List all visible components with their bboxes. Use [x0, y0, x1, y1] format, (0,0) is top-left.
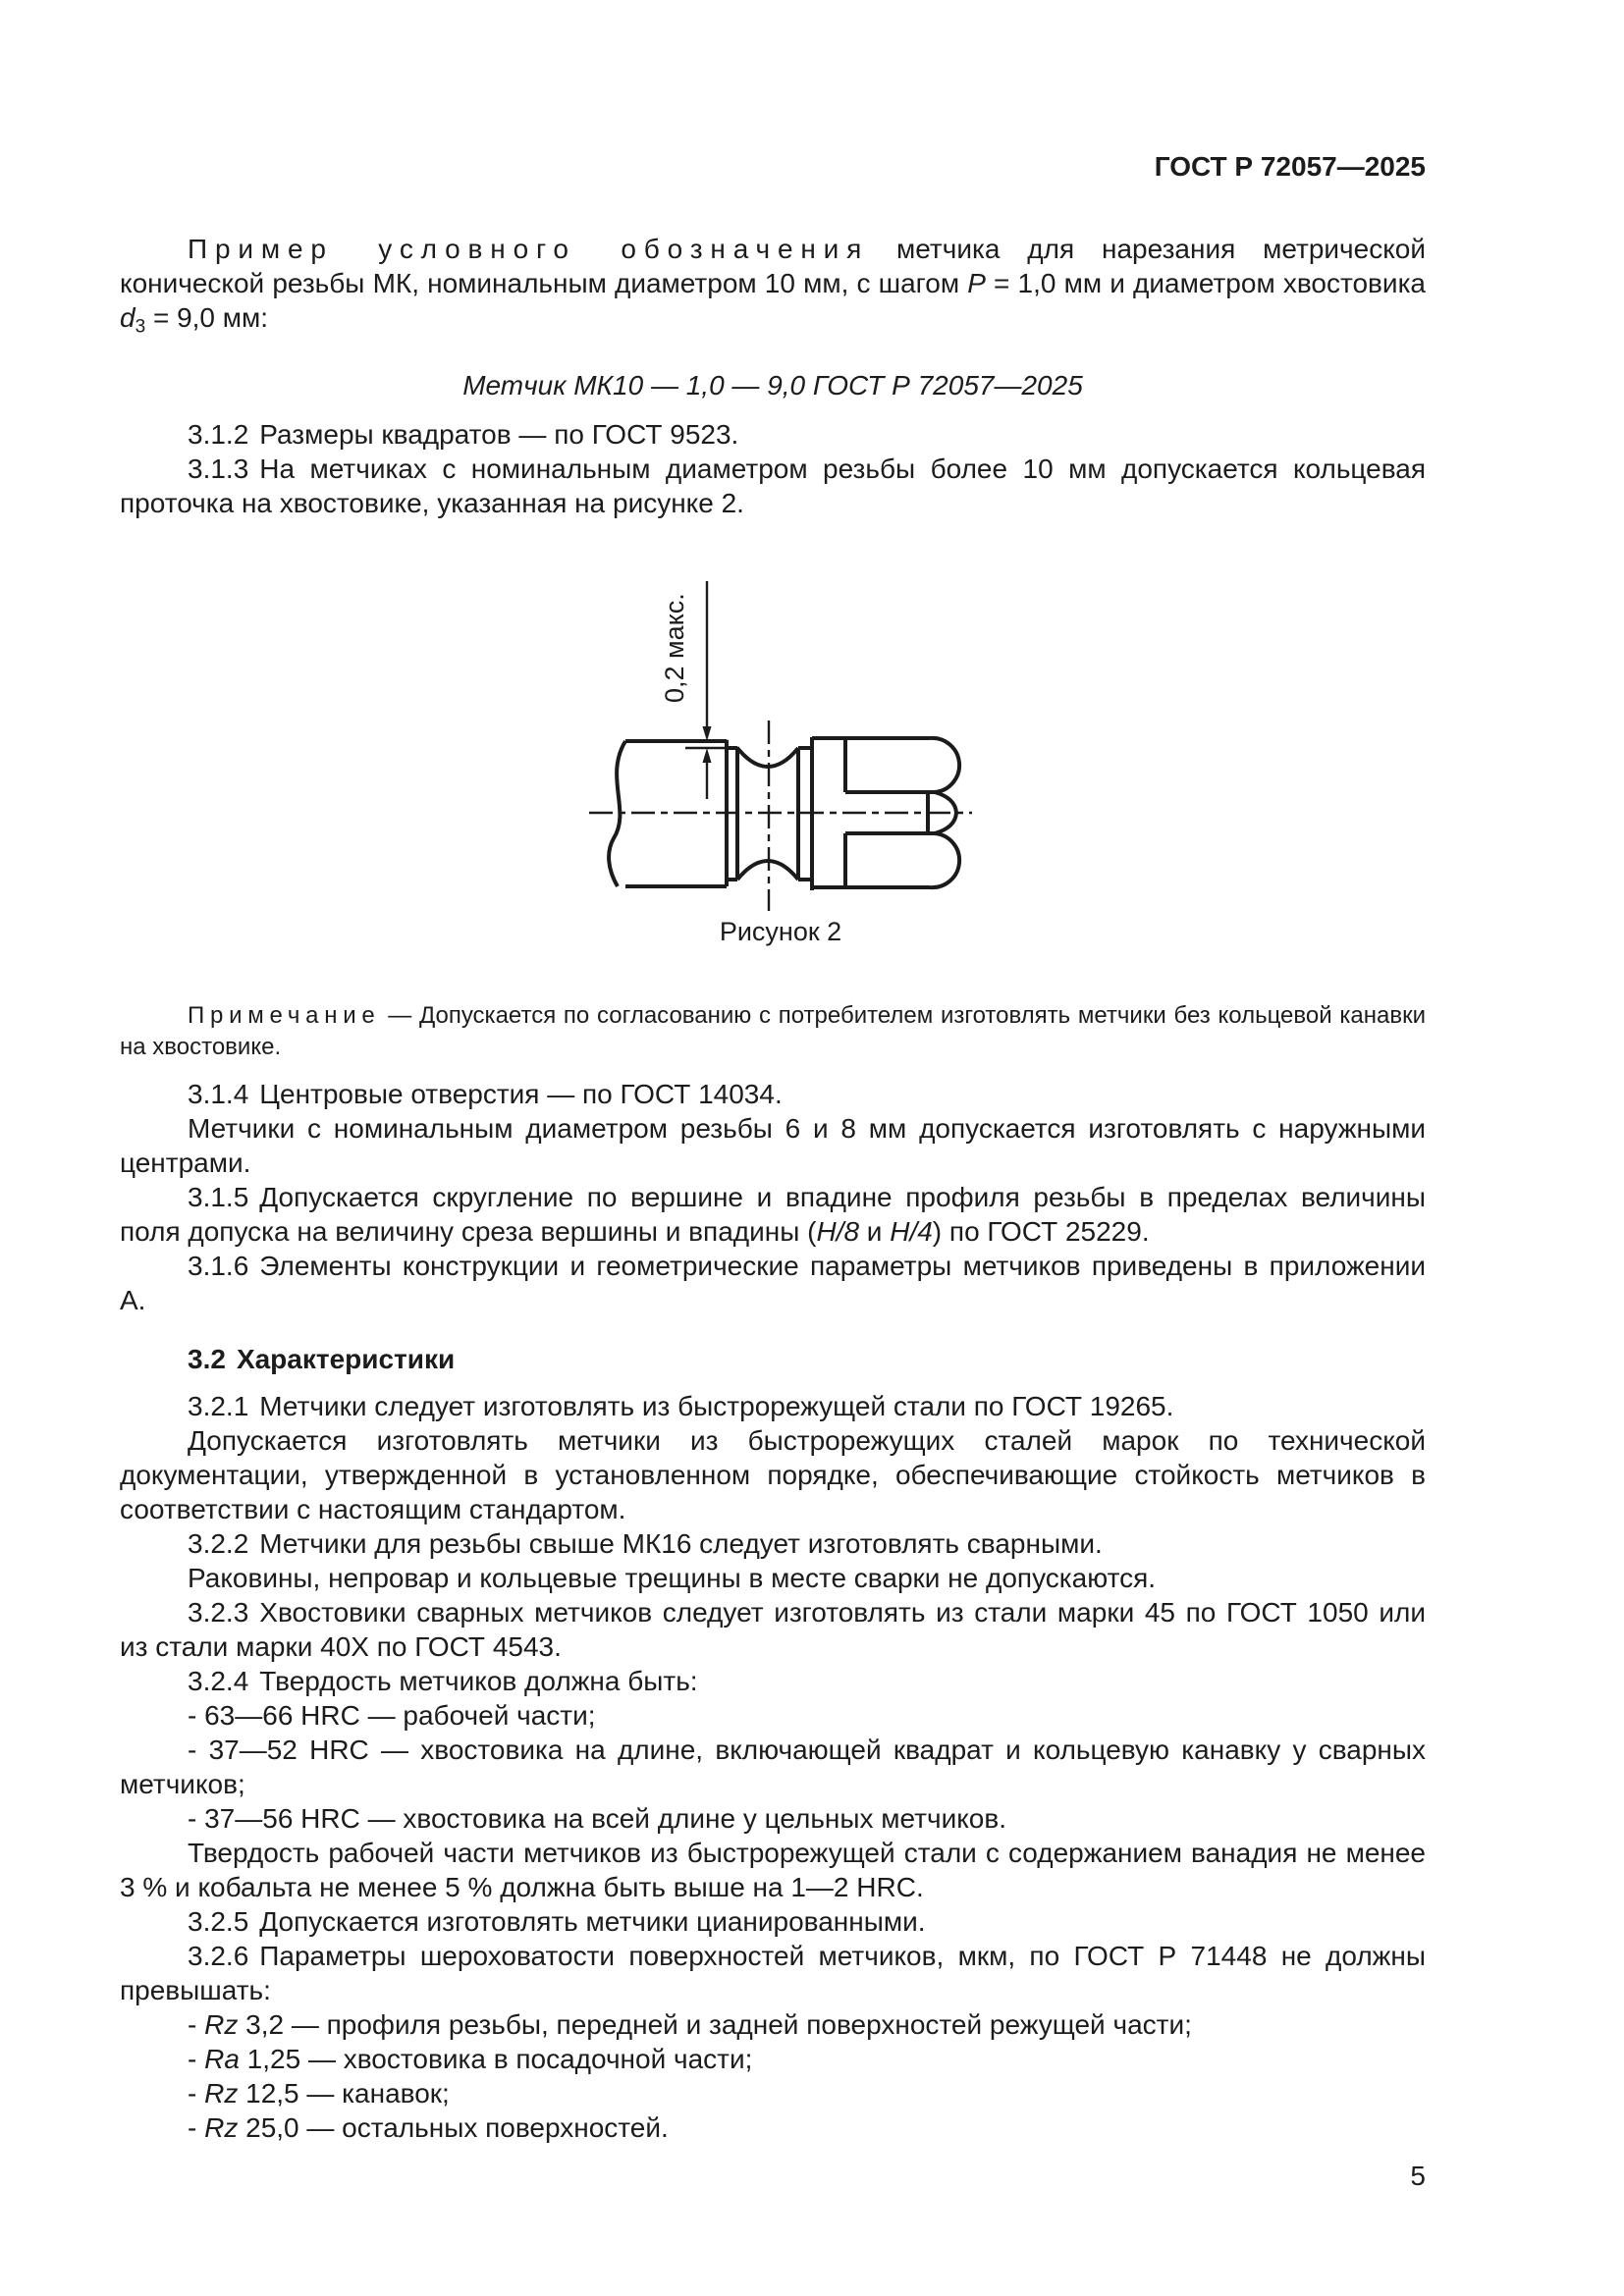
section-heading-3-2: 3.2 Характеристики [188, 1344, 456, 1375]
hardness-item: - 37—56 HRC — хвостовика на всей длине у цельных метчиков. [188, 1803, 1007, 1835]
var-h4: H/4 [890, 1216, 933, 1248]
clause-3-2-4: 3.2.4 Твердость метчиков должна быть: [188, 1666, 698, 1697]
roughness-item: - Rz 12,5 — канавок; [188, 2078, 450, 2109]
clause-number: 3.2.5 [188, 1906, 249, 1938]
arrow-up-icon [703, 748, 712, 763]
clause-3-1-5: 3.1.5 Допускается скругление по вершине и впадине профиля резьбы в пределах величины поля допуска на величину среза вершины и впадины (H/8 и H/4) по ГОСТ 25229. [120, 1182, 1426, 1248]
example-spaced-text: Пример условного обозначения [188, 234, 870, 264]
clause-number: 3.1.3 [188, 454, 249, 485]
note-label: Примечание [188, 1002, 381, 1030]
clause-3-2-3: 3.2.3 Хвостовики сварных метчиков следует изготовлять из стали марки 45 по ГОСТ 1050 или из стали марки 40Х по ГОСТ 4543. [120, 1597, 1426, 1663]
clause-number: 3.2.1 [188, 1391, 249, 1422]
roughness-symbol: Rz [204, 2009, 239, 2041]
designation-line: Метчик МК10 — 1,0 — 9,0 ГОСТ Р 72057—2025 [462, 370, 1083, 401]
clause-3-2-4-cont: Твердость рабочей части метчиков из быстрорежущей стали с содержанием ванадия не менее 3 % и кобальта не менее 5 % должна быть выше на 1—2 HRC. [120, 1838, 1426, 1903]
clause-3-1-6: 3.1.6 Элементы конструкции и геометрические параметры метчиков приведены в приложении А. [120, 1251, 1426, 1316]
var-h8: H/8 [816, 1216, 860, 1248]
clause-number: 3.2.4 [188, 1666, 249, 1697]
arrow-down-icon [703, 726, 712, 741]
clause-3-1-2: 3.1.2 Размеры квадратов — по ГОСТ 9523. [188, 419, 739, 451]
clause-number: 3.1.6 [188, 1251, 249, 1282]
var-p: P [967, 268, 986, 298]
clause-3-2-1-cont: Допускается изготовлять метчики из быстрорежущих сталей марок по технической документации, утвержденной в установленном порядке, обеспечивающие стойкость метчиков в соответствии с настоящим стандартом. [120, 1425, 1426, 1525]
clause-number: 3.1.4 [188, 1079, 249, 1110]
clause-3-2-5: 3.2.5 Допускается изготовлять метчики цианированными. [188, 1906, 926, 1938]
clause-number: 3.2.6 [188, 1941, 249, 1972]
page-number: 5 [1410, 2161, 1426, 2192]
figure-2-drawing [584, 575, 977, 914]
figure-2 [584, 575, 977, 947]
dimension-0-2-max [685, 581, 739, 799]
clause-3-2-2: 3.2.2 Метчики для резьбы свыше МК16 следует изготовлять сварными. [188, 1528, 1103, 1560]
clause-number: 3.2.3 [188, 1597, 249, 1629]
clause-3-1-3: 3.1.3 На метчиках с номинальным диаметром резьбы более 10 мм допускается кольцевая проточка на хвостовике, указанная на рисунке 2. [120, 454, 1426, 519]
roughness-symbol: Rz [204, 2078, 239, 2109]
roughness-symbol: Ra [204, 2044, 240, 2075]
clause-number: 3.2.2 [188, 1528, 249, 1560]
roughness-item: - Rz 3,2 — профиля резьбы, передней и задней поверхностей режущей части; [188, 2009, 1192, 2041]
clause-3-2-6: 3.2.6 Параметры шероховатости поверхностей метчиков, мкм, по ГОСТ Р 71448 не должны превышать: [120, 1941, 1426, 2006]
doc-code-header: ГОСТ Р 72057—2025 [1154, 151, 1426, 182]
var-d-subscript: 3 [135, 316, 146, 338]
lower-cap-arc [930, 833, 959, 887]
clause-number: 3.1.5 [188, 1182, 249, 1213]
section-number: 3.2 [188, 1344, 226, 1375]
para-example: Пример условного обозначения метчика для нарезания метрической конической резьбы МК, номинальным диаметром 10 мм, с шагом P = 1,0 мм и диаметром хвостовика $d_3 = 9,0$ мм: [120, 234, 1426, 338]
roughness-symbol: Rz [204, 2112, 239, 2144]
clause-3-2-1: 3.2.1 Метчики следует изготовлять из быстрорежущей стали по ГОСТ 19265. [188, 1391, 1174, 1422]
upper-cap-arc [930, 738, 959, 792]
clause-number: 3.1.2 [188, 419, 249, 451]
roughness-item: - Rz 25,0 — остальных поверхностей. [188, 2112, 669, 2144]
note-paragraph: Примечание — Допускается по согласованию с потребителем изготовлять метчики без кольцевой канавки на хвостовике. [120, 1002, 1426, 1061]
roughness-item: - Ra 1,25 — хвостовика в посадочной части; [188, 2044, 753, 2075]
hardness-item: - 37—52 HRC — хвостовика на длине, включающей квадрат и кольцевую канавку у сварных метчиков; [120, 1735, 1426, 1800]
dimension-label: 0,2 макс. [660, 593, 689, 704]
hardness-item: - 63—66 HRC — рабочей части; [188, 1700, 596, 1732]
var-d: d [120, 302, 135, 333]
clause-3-1-4: 3.1.4 Центровые отверстия — по ГОСТ 14034. [188, 1079, 783, 1110]
figure-caption: Рисунок 2 [719, 917, 842, 947]
clause-3-1-4-cont: Метчики с номинальным диаметром резьбы 6 и 8 мм допускается изготовлять с наружными центрами. [120, 1113, 1426, 1179]
clause-3-2-2-cont: Раковины, непровар и кольцевые трещины в месте сварки не допускаются. [188, 1563, 1157, 1594]
